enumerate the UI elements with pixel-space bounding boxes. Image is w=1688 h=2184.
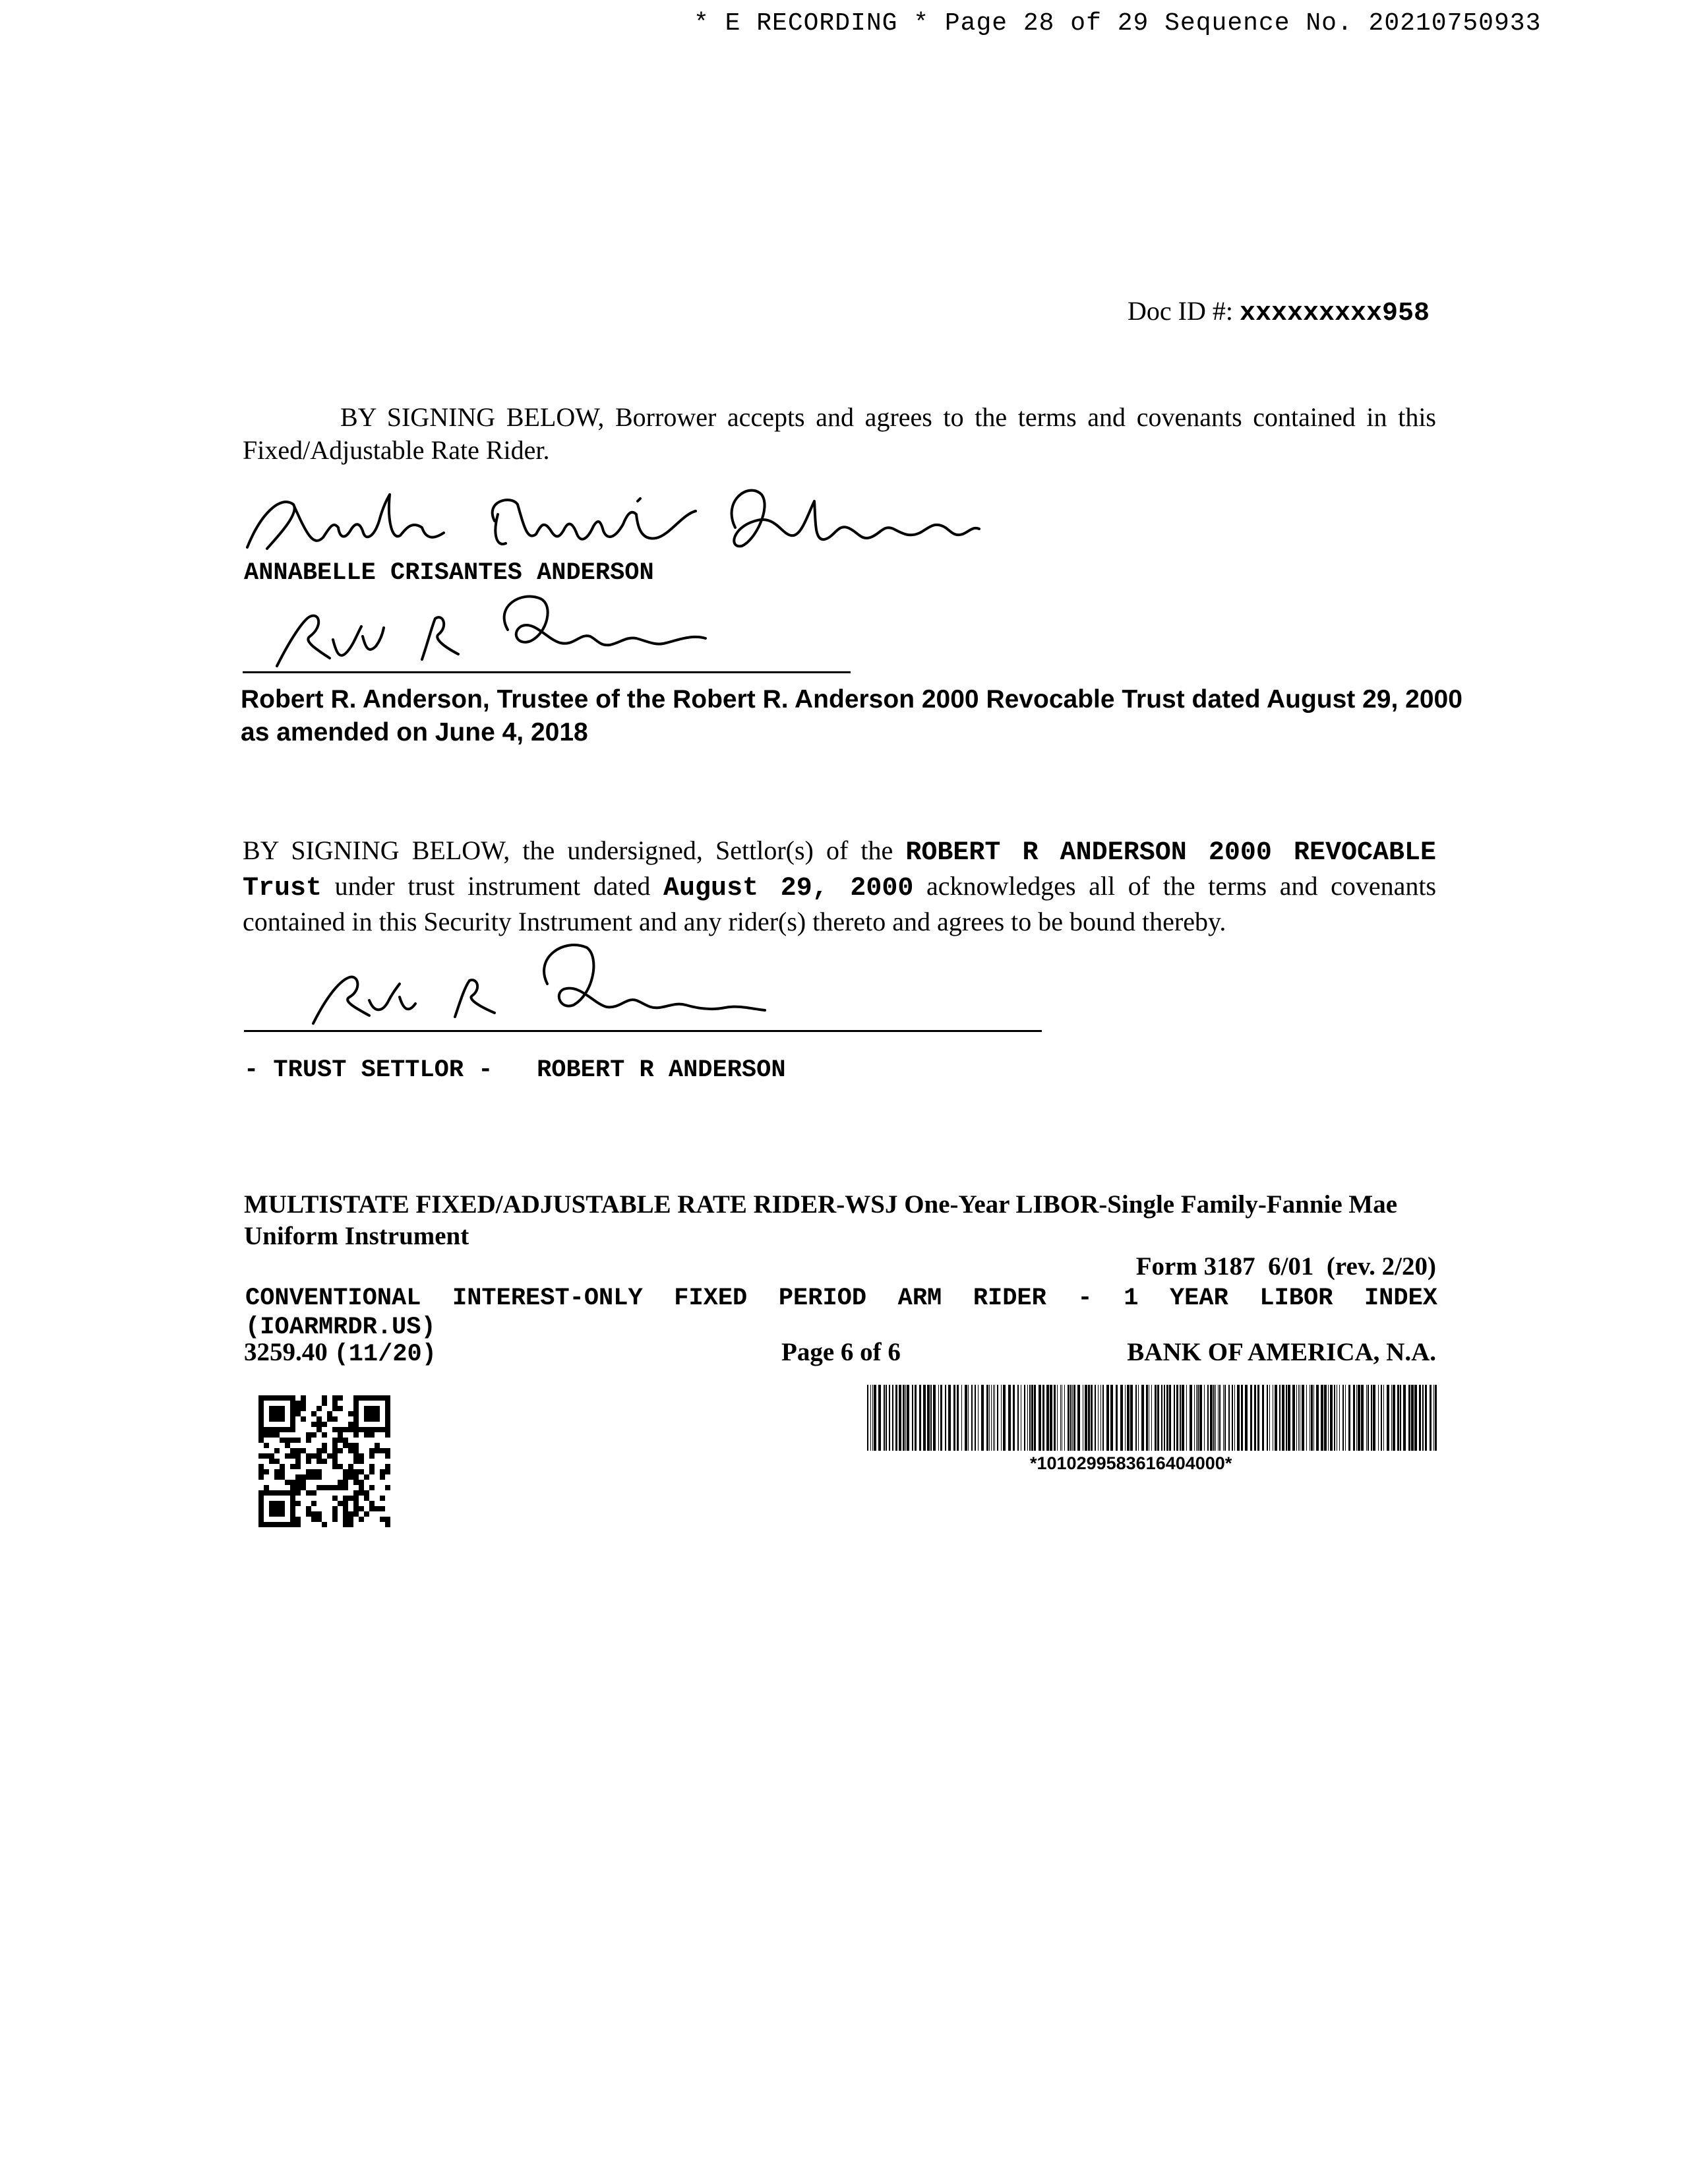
doc-id — [1128, 295, 1430, 328]
acceptance-text: , Borrower accepts and agrees to the terms and covenants contained in this Fixed/Adjustable Rate Rider. — [243, 402, 1436, 465]
trustee-name: Robert R. Anderson, Trustee of the Robert R. Anderson 2000 Revocable Trust dated August 29, 2000 as amended on June 4, 2018 — [241, 685, 1462, 746]
trust-name: ROBERT R ANDERSON 2000 REVOCABLE Trust — [243, 838, 1436, 903]
trustee-signature-line — [243, 671, 851, 673]
lender-name: BANK OF AMERICA, N.A. — [1127, 1338, 1436, 1366]
acceptance-lead: BY SIGNING BELOW — [340, 402, 598, 432]
barcode-number: *1010299583616404000* — [1030, 1453, 1232, 1473]
qr-code — [258, 1395, 390, 1527]
barcode — [867, 1385, 1441, 1451]
doc-id-label: Doc ID #: — [1127, 296, 1240, 326]
form-code: (IOARMRDR.US) — [245, 1314, 436, 1341]
borrower-name: ANNABELLE CRISANTES ANDERSON — [244, 559, 654, 587]
recording-header: * E RECORDING * Page 28 of 29 Sequence No. 20210750933 — [694, 9, 1542, 38]
settlor-acknowledgement-paragraph — [243, 834, 1436, 938]
page-number: Page 6 of 6 — [781, 1338, 901, 1366]
settlor-ack-text-3: acknowledges all of the terms and covenants contained in this Security Instrument and any rider(s) thereto and agrees to be bound thereby. — [243, 871, 1437, 936]
form-number: Form 3187 6/01 (rev. 2/20) — [1135, 1252, 1436, 1281]
form-version-date: (11/20) — [334, 1341, 437, 1368]
settlor-signature — [303, 931, 778, 1030]
settlor-signature-line — [244, 1030, 1042, 1032]
rider-acceptance-paragraph — [243, 401, 1436, 467]
form-title: MULTISTATE FIXED/ADJUSTABLE RATE RIDER-WSJ One-Year LIBOR-Single Family-Fannie Mae Uniform Instrument — [244, 1190, 1398, 1250]
form-version-number: 3259.40 — [244, 1338, 334, 1366]
settlor-ack-text-2: under trust instrument dated — [322, 871, 664, 901]
form-version — [244, 1337, 437, 1368]
borrower-signature — [234, 475, 1025, 567]
conventional-rider-title: CONVENTIONAL INTEREST-ONLY FIXED PERIOD ARM RIDER - 1 YEAR LIBOR INDEX — [245, 1285, 1437, 1312]
doc-id-value: xxxxxxxxx958 — [1239, 299, 1430, 328]
trust-date: August 29, 2000 — [663, 874, 914, 903]
settlor-signature-label: - TRUST SETTLOR - ROBERT R ANDERSON — [244, 1056, 786, 1084]
settlor-ack-text-1: BY SIGNING BELOW, the undersigned, Settlor(s) of the — [243, 835, 906, 865]
trustee-signature — [270, 580, 745, 679]
